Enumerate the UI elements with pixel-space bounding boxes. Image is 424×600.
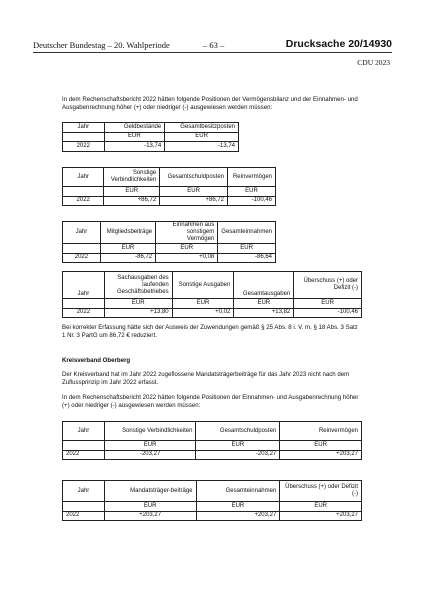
unit-cell <box>63 441 105 451</box>
value-cell: -86,72 <box>100 253 155 263</box>
value-cell: +203,27 <box>280 450 362 460</box>
value-cell: +13,80 <box>104 308 172 318</box>
header-cell: Jahr <box>63 123 105 133</box>
section-paragraph: Der Kreisverband hat im Jahr 2022 zugeflossene Mandatsträgerbeiträge für das Jahr 2023 nicht nach dem Zuflussprinzip im Jahr 2022 erfasst. <box>62 371 350 386</box>
unit-cell: EUR <box>228 187 276 197</box>
unit-cell: EUR <box>104 441 196 451</box>
unit-cell <box>63 187 104 197</box>
value-cell: +203,27 <box>104 511 196 521</box>
value-cell: +86,72 <box>104 196 160 206</box>
table-1 <box>62 122 239 152</box>
header-cell: Jahr <box>63 272 105 299</box>
table-unit-row <box>63 132 239 142</box>
table-row <box>63 196 276 206</box>
year-cell: 2022 <box>63 142 105 152</box>
value-cell: -203,27 <box>196 450 280 460</box>
table-row <box>63 450 362 460</box>
table-row <box>63 142 239 152</box>
year-cell: 2022 <box>63 308 105 318</box>
header-cell: Sonstige Verbindlichkeiten <box>104 168 160 187</box>
unit-cell: EUR <box>104 299 172 309</box>
header-rule <box>33 52 392 53</box>
header-cell: Geldbestände <box>104 123 165 133</box>
value-cell: -86,64 <box>218 253 276 263</box>
table-unit-row <box>63 244 276 254</box>
header-cell: Gesamtschuldposten <box>160 168 228 187</box>
table-5 <box>62 421 362 460</box>
header-cell: Mitgliedsbeiträge <box>100 222 155 244</box>
unit-cell: EUR <box>156 244 218 254</box>
header-cell: Einnahmen aus sonstigem Vermögen <box>156 222 218 244</box>
year-cell: 2022 <box>63 450 105 460</box>
table-header-row <box>63 422 362 441</box>
value-cell: +13,82 <box>234 308 294 318</box>
table-unit-row <box>63 299 362 309</box>
header-cell: Gesamtschuldposten <box>196 422 280 441</box>
value-cell: -13,74 <box>104 142 165 152</box>
year-cell: 2022 <box>63 511 105 521</box>
unit-cell <box>63 299 105 309</box>
table-unit-row <box>63 502 362 512</box>
table-header-row <box>63 481 362 502</box>
value-cell: -13,74 <box>165 142 239 152</box>
table-4 <box>62 271 362 318</box>
table-header-row <box>63 168 276 187</box>
table-header-row <box>63 222 276 244</box>
unit-cell: EUR <box>234 299 294 309</box>
table-row <box>63 308 362 318</box>
table-6 <box>62 480 362 521</box>
header-cell: Gesamtausgaben <box>234 272 294 299</box>
section-title: Kreisverband Oberberg <box>62 357 131 364</box>
unit-cell: EUR <box>218 244 276 254</box>
table-unit-row <box>63 441 362 451</box>
unit-cell: EUR <box>196 441 280 451</box>
intro-paragraph-2: In dem Rechenschaftsbericht 2022 hätten folgende Positionen der Einnahmen- und Ausgabenrechnung höher (+) oder niedriger (-) ausgewiesen werden müssen: <box>62 394 359 409</box>
value-cell: -203,27 <box>104 450 196 460</box>
header-cell: Jahr <box>63 168 104 187</box>
unit-cell <box>63 132 105 142</box>
unit-cell: EUR <box>280 441 362 451</box>
unit-cell: EUR <box>280 502 362 512</box>
table-header-row <box>63 272 362 299</box>
table-unit-row <box>63 187 276 197</box>
header-cell: Jahr <box>63 481 105 502</box>
header-cell: Sonstige Ausgaben <box>172 272 234 299</box>
header-cell: Jahr <box>63 422 105 441</box>
page-number: – 63 – <box>203 40 225 50</box>
table-2 <box>62 167 276 206</box>
header-cell: Gesamtbesitzposten <box>165 123 239 133</box>
value-cell: -100,46 <box>228 196 276 206</box>
header-cell: Gesamteinnahmen <box>218 222 276 244</box>
unit-cell: EUR <box>172 299 234 309</box>
table-header-row <box>63 123 239 133</box>
unit-cell: EUR <box>104 187 160 197</box>
header-cell: Reinvermögen <box>228 168 276 187</box>
value-cell: -100,46 <box>294 308 362 318</box>
value-cell: +0,08 <box>156 253 218 263</box>
header-cell: Reinvermögen <box>280 422 362 441</box>
header-cell: Sachausgaben des laufenden Geschäftsbetriebes <box>104 272 172 299</box>
value-cell: +203,27 <box>196 511 280 521</box>
value-cell: +86,72 <box>160 196 228 206</box>
header-cell: Überschuss (+) oder Defizit (-) <box>294 272 362 299</box>
header-cell: Sonstige Verbindlichkeiten <box>104 422 196 441</box>
drucksache-number: Drucksache 20/14930 <box>285 38 392 50</box>
year-cell: 2022 <box>63 196 104 206</box>
unit-cell: EUR <box>100 244 155 254</box>
unit-cell: EUR <box>294 299 362 309</box>
table-row <box>63 511 362 521</box>
header-cell: Überschuss (+) oder Defizit (-) <box>280 481 362 502</box>
table-3 <box>62 221 276 263</box>
header-cell: Mandatsträger-beiträge <box>104 481 196 502</box>
party-label: CDU 2023 <box>357 58 390 67</box>
unit-cell: EUR <box>160 187 228 197</box>
unit-cell: EUR <box>165 132 239 142</box>
value-cell: +0,02 <box>172 308 234 318</box>
unit-cell: EUR <box>104 132 165 142</box>
header-left: Deutscher Bundestag – 20. Wahlperiode <box>33 40 170 50</box>
unit-cell <box>63 244 101 254</box>
value-cell: +203,27 <box>280 511 362 521</box>
table-row <box>63 253 276 263</box>
header-cell: Gesamteinnahmen <box>196 481 280 502</box>
year-cell: 2022 <box>63 253 101 263</box>
intro-paragraph-1: In dem Rechenschaftsbericht 2022 hätten folgende Positionen der Vermögensbilanz und der Einnahmen- und Ausgabenrechnung höher (+) oder niedriger (-) ausgewiesen werden müssen: <box>62 96 358 111</box>
note-paragraph: Bei korrekter Erfassung hätte sich der Ausweis der Zuwendungen gemäß § 25 Abs. 8 i. V. m. § 18 Abs. 3 Satz 1 Nr. 3 PartG um 86,72 € reduziert. <box>62 324 358 339</box>
unit-cell: EUR <box>104 502 196 512</box>
unit-cell <box>63 502 105 512</box>
unit-cell: EUR <box>196 502 280 512</box>
header-cell: Jahr <box>63 222 101 244</box>
